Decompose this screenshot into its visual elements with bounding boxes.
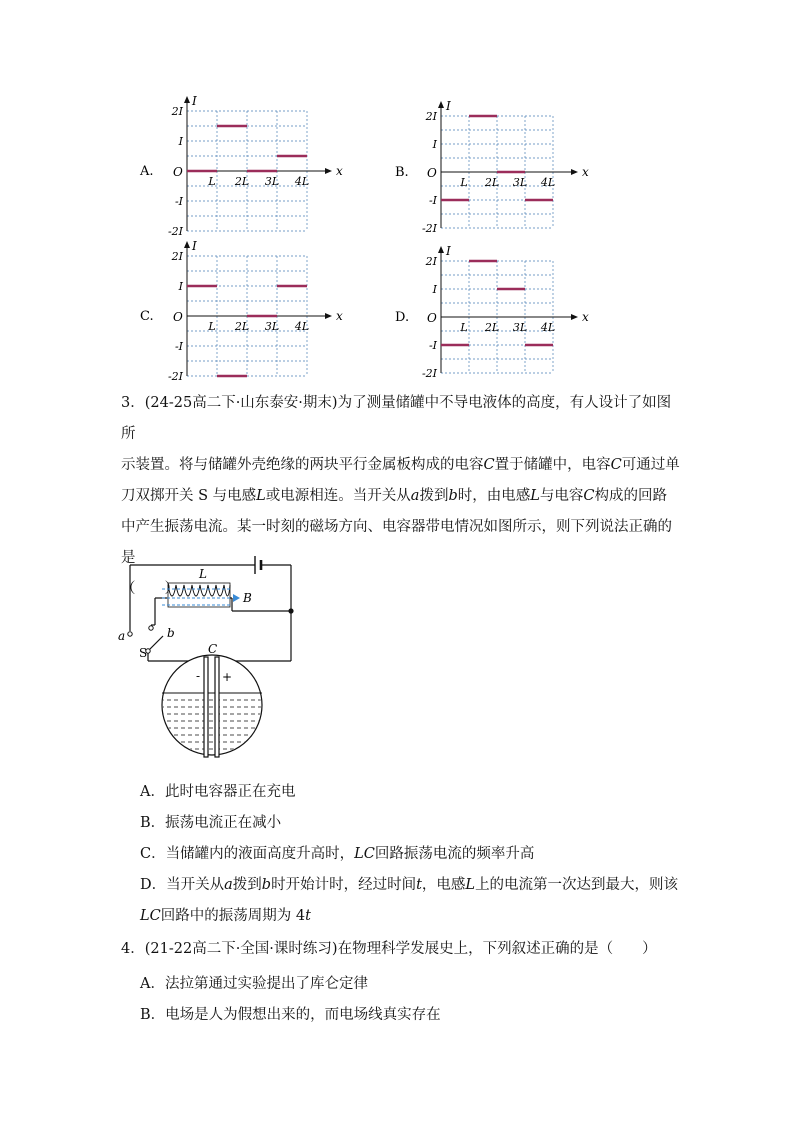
x-tick-label: 2L xyxy=(484,176,500,189)
y-tick-label: -I xyxy=(174,340,183,353)
origin-label: O xyxy=(173,310,183,324)
y-axis-label: I xyxy=(192,239,197,253)
y-axis-label: I xyxy=(446,99,451,113)
switch-pos-a: a xyxy=(118,629,126,643)
question-3-line-2 xyxy=(121,450,681,481)
graph-option-a xyxy=(140,93,350,243)
x-tick-label: 3L xyxy=(264,175,280,188)
q4-choice-b[interactable]: B．电场是人为假想出来的，而电场线真实存在 xyxy=(140,1007,441,1023)
q3-l3-var4: L xyxy=(530,488,540,504)
question-3-line-1 xyxy=(121,388,681,450)
y-axis-arrow-icon xyxy=(184,241,190,248)
y-tick-label: -I xyxy=(174,195,183,208)
graph-option-c xyxy=(140,240,350,390)
q3-d-m1: 拨到 xyxy=(232,877,262,893)
q3-d-v2: b xyxy=(261,877,272,893)
x-axis-arrow-icon xyxy=(571,169,578,175)
x-tick-label: L xyxy=(460,176,468,189)
q3-l2-var: C xyxy=(483,457,495,473)
x-axis-label: x xyxy=(336,309,343,323)
graph-option-d xyxy=(395,245,605,385)
x-tick-label: 4L xyxy=(540,176,556,189)
graph-a-svg xyxy=(140,93,350,243)
q3-d-m2: 时开始计时，经过时间 xyxy=(271,877,417,893)
q3-l3-c: 拨到 xyxy=(419,488,449,504)
q3-l2-c: 可通过单 xyxy=(621,457,680,473)
origin-label: O xyxy=(173,165,183,179)
capacitor-plate-left xyxy=(204,657,208,757)
q3-l3-f: 构成的回路 xyxy=(594,488,667,504)
capacitor-plate-right xyxy=(215,657,219,757)
q3-d2-var: LC xyxy=(140,908,161,924)
x-axis-label: x xyxy=(582,310,589,324)
x-axis-label: x xyxy=(336,164,343,178)
q3-choice-a[interactable]: A．此时电容器正在充电 xyxy=(140,784,296,800)
option-letter: C. xyxy=(140,309,154,324)
question-3-line-4: 中产生振荡电流。某一时刻的磁场方向、电容器带电情况如图所示，则下列说法正确的是 xyxy=(121,519,672,566)
field-label: B xyxy=(243,591,252,605)
circuit-svg xyxy=(110,545,310,770)
y-axis-arrow-icon xyxy=(438,246,444,253)
origin-label: O xyxy=(427,166,437,180)
y-tick-label: 2I xyxy=(171,250,183,263)
q4-choice-a[interactable]: A．法拉第通过实验提出了库仑定律 xyxy=(140,976,368,992)
x-tick-label: 4L xyxy=(540,321,556,334)
q3-l2-a: 示装置。将与储罐外壳绝缘的两块平行金属板构成的电容 xyxy=(121,457,484,473)
y-tick-label: I xyxy=(432,283,437,296)
q3-l3-var: L xyxy=(256,488,266,504)
y-tick-label: 2I xyxy=(425,255,437,268)
origin-label: O xyxy=(427,311,437,325)
x-tick-label: 2L xyxy=(234,320,250,333)
capacitor-minus: - xyxy=(196,669,201,683)
y-tick-label: -2I xyxy=(421,222,437,235)
q3-d-pre: D．当开关从 xyxy=(140,877,225,893)
y-tick-label: -2I xyxy=(167,370,183,383)
x-axis-arrow-icon xyxy=(325,168,332,174)
switch-pos-b: b xyxy=(167,626,175,640)
x-tick-label: L xyxy=(460,321,468,334)
option-letter: B. xyxy=(395,165,409,180)
option-letter: A. xyxy=(140,164,154,179)
q3-l3-var3: b xyxy=(448,488,458,504)
q3-c-var: LC xyxy=(354,846,375,862)
q3-l3-e: 与电容 xyxy=(539,488,584,504)
x-axis-arrow-icon xyxy=(325,313,332,319)
y-tick-label: I xyxy=(178,135,183,148)
y-tick-label: I xyxy=(432,138,437,151)
x-tick-label: 3L xyxy=(512,321,528,334)
q3-d2-post: 回路中的振荡周期为 4 xyxy=(160,908,306,924)
q3-d2-var2: t xyxy=(305,908,311,924)
question-4-number: 4． xyxy=(121,941,145,957)
circuit-diagram xyxy=(110,545,310,770)
q3-c-post: 回路振荡电流的频率升高 xyxy=(374,846,535,862)
option-letter: D. xyxy=(395,310,410,325)
y-tick-label: 2I xyxy=(171,105,183,118)
capacitor-label: C xyxy=(208,642,218,656)
q3-l2-b: 置于储罐中，电容 xyxy=(494,457,611,473)
question-4-stem: 在物理科学发展史上，下列叙述正确的是（ ） xyxy=(337,941,657,957)
y-axis-label: I xyxy=(192,94,197,108)
x-tick-label: L xyxy=(208,320,216,333)
x-tick-label: 4L xyxy=(294,320,310,333)
capacitor-plus: + xyxy=(222,670,233,684)
q3-d-post: 上的电流第一次达到最大，则该 xyxy=(475,877,679,893)
y-tick-label: 2I xyxy=(425,110,437,123)
x-tick-label: 4L xyxy=(294,175,310,188)
q3-l3-var2: a xyxy=(410,488,420,504)
y-tick-label: -I xyxy=(428,339,437,352)
q3-l3-var5: C xyxy=(583,488,595,504)
graph-c-svg xyxy=(140,240,350,390)
question-4-text xyxy=(121,934,681,965)
q3-choice-b[interactable]: B．振荡电流正在减小 xyxy=(140,815,282,831)
q3-choice-d-line2 xyxy=(140,904,311,925)
y-tick-label: I xyxy=(178,280,183,293)
x-tick-label: L xyxy=(208,175,216,188)
x-tick-label: 3L xyxy=(264,320,280,333)
y-axis-arrow-icon xyxy=(438,101,444,108)
q3-d-v3: t xyxy=(416,877,422,893)
y-axis-arrow-icon xyxy=(184,96,190,103)
q3-c-pre: C．当储罐内的液面高度升高时， xyxy=(140,846,355,862)
question-3-line-3 xyxy=(121,481,681,512)
graph-d-svg xyxy=(395,245,605,385)
x-tick-label: 2L xyxy=(234,175,250,188)
question-3-line-1-text: 为了测量储罐中不导电液体的高度，有人设计了如图所 xyxy=(121,395,672,442)
inductor-coil xyxy=(168,585,230,596)
q3-l2-var2: C xyxy=(610,457,622,473)
question-4-source: (21-22高二下·全国·课时练习) xyxy=(144,941,338,957)
q3-l3-a: 刀双掷开关 S 与电感 xyxy=(121,488,257,504)
q3-d-m3: ，电感 xyxy=(421,877,466,893)
q3-d-v1: a xyxy=(224,877,233,893)
inductor-label: L xyxy=(199,567,207,581)
y-axis-label: I xyxy=(446,244,451,258)
x-axis-label: x xyxy=(582,165,589,179)
q3-l3-b: 或电源相连。当开关从 xyxy=(265,488,411,504)
y-tick-label: -2I xyxy=(421,367,437,380)
q3-l3-d: 时，由电感 xyxy=(457,488,531,504)
magnetic-field-lines xyxy=(162,589,232,605)
question-3-answer-paren: （ ） xyxy=(121,581,179,597)
field-arrow-icon xyxy=(233,594,240,602)
q3-d-v4: L xyxy=(465,877,476,893)
y-tick-label: -2I xyxy=(167,225,183,238)
q3-choice-d[interactable] xyxy=(140,873,678,894)
question-3-source: (24-25高二下·山东泰安·期末) xyxy=(144,395,338,411)
q3-choice-c[interactable] xyxy=(140,842,534,863)
x-axis-arrow-icon xyxy=(571,314,578,320)
y-tick-label: -I xyxy=(428,194,437,207)
x-tick-label: 2L xyxy=(484,321,500,334)
switch-label: S xyxy=(139,646,148,660)
question-3-number: 3． xyxy=(121,395,145,411)
graph-b-svg xyxy=(395,100,605,240)
graph-option-b xyxy=(395,100,605,240)
x-tick-label: 3L xyxy=(512,176,528,189)
